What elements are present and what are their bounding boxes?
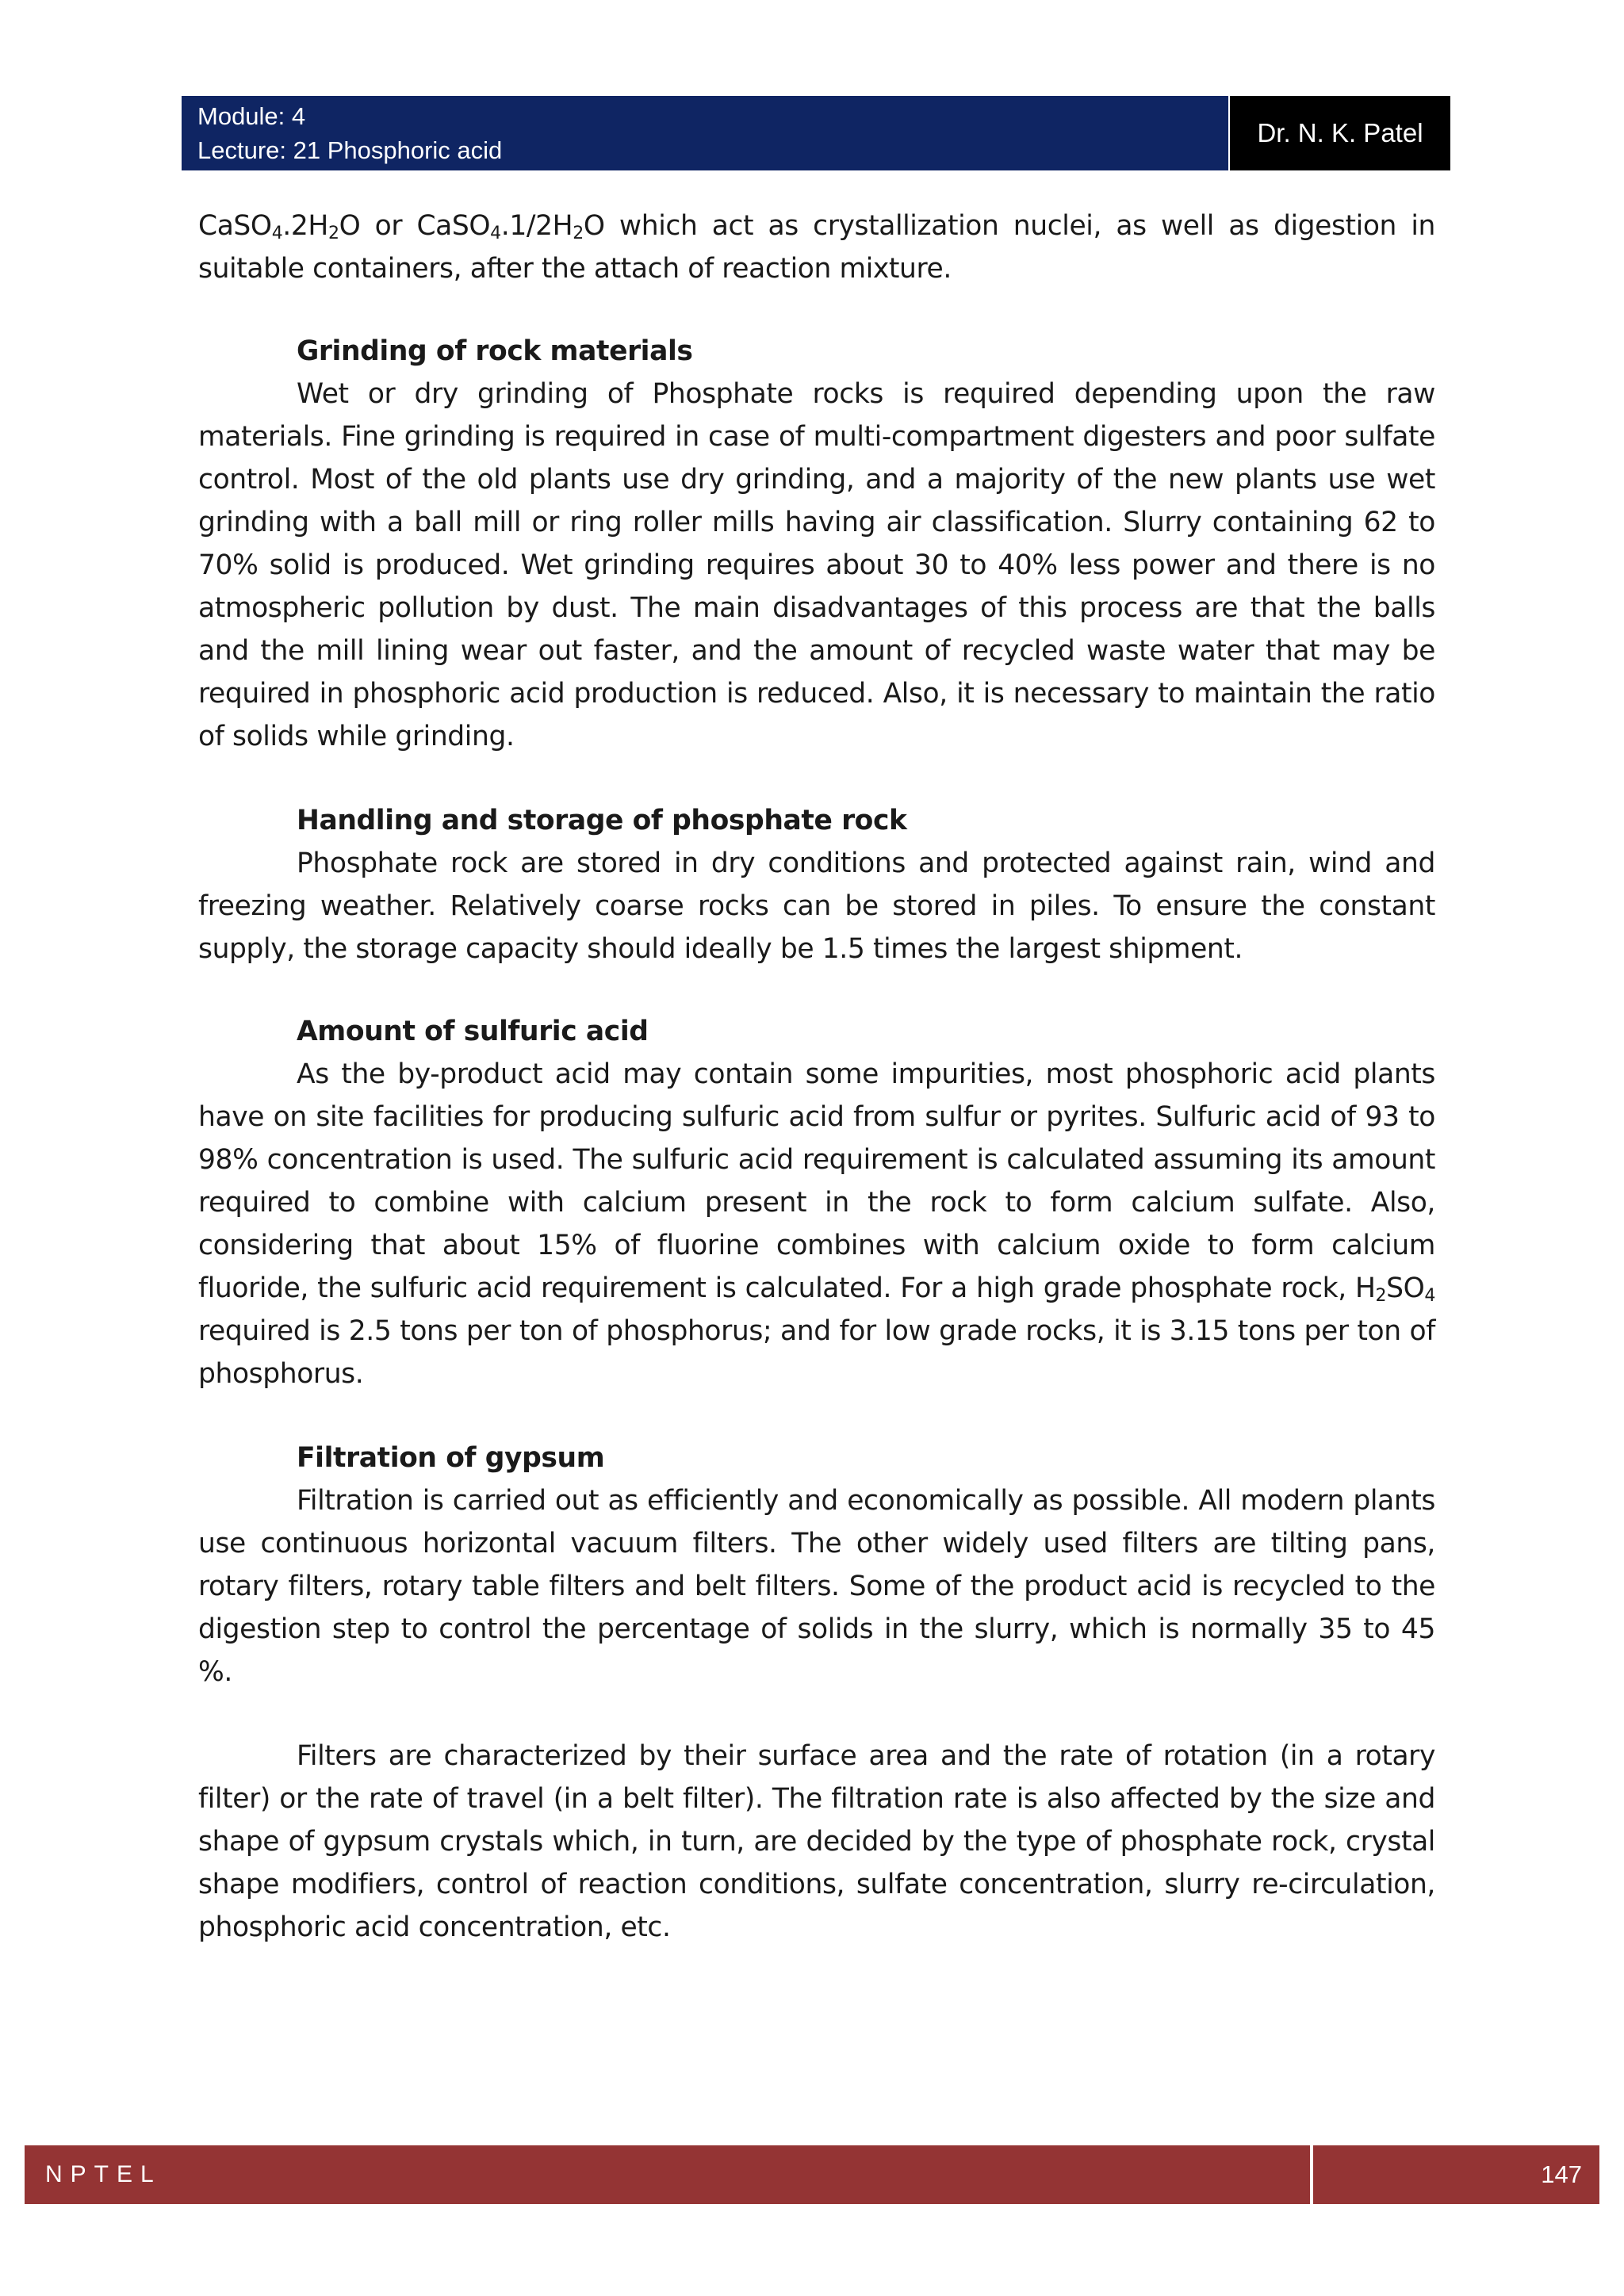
- paragraph-filtration-1: Filtration is carried out as efficiently and economically as possible. All modern plants use continuous horizontal vacuum filters. The other widely used filters are tilting pans, rotary filters, rotary table filters and belt filters. Some of the product acid is recycled to the digestion step to control the percentage of solids in the slurry, which is normally 35 to 45 %.: [198, 1485, 1435, 1688]
- module-label: Module: 4: [197, 102, 306, 130]
- continuation-paragraph: $CaSO_4.2H_2O$ or $CaSO_4.1/2H_2O$ which act as crystallization nuclei, as well as digestion in suitable containers, after the attach of reaction mixture.: [198, 210, 1435, 285]
- heading-grinding: Grinding of rock materials: [297, 335, 693, 367]
- header-module-lecture: [182, 96, 1228, 170]
- lecture-label: Lecture: 21 Phosphoric acid: [197, 136, 503, 164]
- paragraph-sulfuric: As the by-product acid may contain some impurities, most phosphoric acid plants have on site facilities for producing sulfuric acid from sulfur or pyrites. Sulfuric acid of 93 to 98% concentration is used. The sulfuric acid requirement is calculated assuming its amount required to combine with calcium present in the rock to form calcium sulfate. Also, considering that about 15% of fluorine combines with calcium oxide to form calcium fluoride, the sulfuric acid requirement is calculated. For a high grade phosphate rock, $H_2SO_4$ required is 2.5 tons per ton of phosphorus; and for low grade rocks, it is 3.15 tons per ton of phosphorus.: [198, 1058, 1435, 1390]
- author-label: Dr. N. K. Patel: [1230, 96, 1450, 170]
- page-number: 147: [1313, 2145, 1599, 2204]
- page-content: [198, 205, 1435, 1949]
- heading-sulfuric: Amount of sulfuric acid: [297, 1016, 649, 1047]
- paragraph-handling: Phosphate rock are stored in dry conditions and protected against rain, wind and freezing weather. Relatively coarse rocks can be stored in piles. To ensure the constant supply, the storage capacity should ideally be 1.5 times the largest shipment.: [198, 848, 1435, 965]
- paragraph-grinding: Wet or dry grinding of Phosphate rocks is required depending upon the raw materials. Fine grinding is required in case of multi-compartment digesters and poor sulfate control. Most of the old plants use dry grinding, and a majority of the new plants use wet grinding with a ball mill or ring roller mills having air classification. Slurry containing 62 to 70% solid is produced. Wet grinding requires about 30 to 40% less power and there is no atmospheric pollution by dust. The main disadvantages of this process are that the balls and the mill lining wear out faster, and the amount of recycled waste water that may be required in phosphoric acid production is reduced. Also, it is necessary to maintain the ratio of solids while grinding.: [198, 378, 1435, 752]
- heading-handling: Handling and storage of phosphate rock: [297, 805, 907, 836]
- heading-filtration: Filtration of gypsum: [297, 1442, 605, 1474]
- footer-nptel: NPTEL: [25, 2145, 1310, 2204]
- paragraph-filtration-2: Filters are characterized by their surface area and the rate of rotation (in a rotary filter) or the rate of travel (in a belt filter). The filtration rate is also affected by the size and shape of gypsum crystals which, in turn, are decided by the type of phosphate rock, crystal shape modifiers, control of reaction conditions, sulfate concentration, slurry re-circulation, phosphoric acid concentration, etc.: [198, 1740, 1435, 1943]
